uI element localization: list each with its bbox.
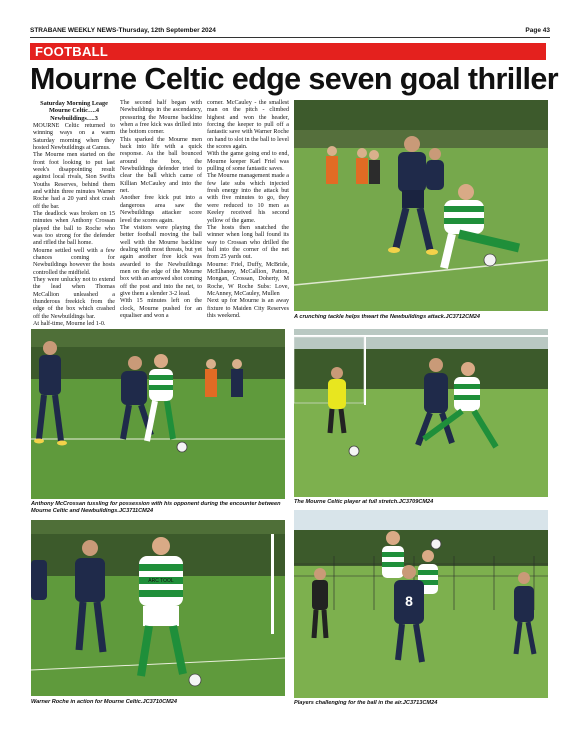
shirt-number: 8 (405, 593, 413, 609)
kicker-line: Newbuildings….3 (50, 114, 98, 122)
paragraph: The visitors were playing the better football moving the ball well with the Mourne backline dealing with most threats, but yet again another free kick was awarded to the Newbuildings men on the edge of the Mourne box with an arrowed shot coming off the post and into the net, to give them a slender 3-2 lead. (120, 224, 202, 297)
paragraph: They were unlucky not to extend the lead when Thomas McCallion unleashed a thunderous freekick from the edge of the box which crashed off the Newbuildings bar. (33, 277, 115, 320)
photo-tussling-possession (31, 329, 285, 499)
paragraph: At half-time, Mourne led 1-0. (33, 321, 106, 328)
photo-caption: Anthony McCrossan tussling for possession with his opponent during the encounter between Mourne Celtic and Newbuildings.JC3711CM24 (31, 501, 281, 514)
paragraph: With the game going end to end, Mourne keeper Karl Friel was pulling of some fantastic saves. (207, 151, 289, 173)
photo-crunching-tackle (294, 100, 548, 311)
paragraph: The Mourne men started on the front foot looking to put last week's disappointing result against local rivals, Sion Swifts Youths Reserves, behind them and within three minutes Warner Roche had a 20 yard shot crash off the bar. (33, 152, 115, 210)
article-column-1 (33, 100, 115, 329)
paragraph: Another free kick put into a dangerous area saw the Newbuildings attacker score level the scores again. (120, 195, 202, 224)
paragraph: With 15 minutes left on the clock, Mourne pushed for an equaliser and won a (120, 298, 202, 319)
paragraph: The second half began with Newbuildings in the ascendancy, pressuring the Mourne backline when a free kick was drilled into the bottom corner. (120, 100, 202, 136)
masthead-title: STRABANE WEEKLY NEWS-Thursday, 12th September 2024 (30, 27, 216, 34)
section-banner (30, 43, 546, 60)
masthead (30, 26, 550, 38)
article-column-2 (120, 100, 202, 320)
photo-aerial-challenge (294, 510, 548, 698)
photo-caption: Players challenging for the ball in the air.JC3713CM24 (294, 700, 438, 706)
photo-warner-roche (31, 520, 285, 696)
headline: Mourne Celtic edge seven goal thriller (30, 62, 559, 96)
shirt-sponsor: ARC TOOL (148, 578, 174, 584)
paragraph: Next up for Mourne is an away fixture to Maiden City Reserves this weekend. (207, 298, 289, 319)
photo-caption: The Mourne Celtic player at full stretch.JC3709CM24 (294, 499, 434, 505)
paragraph: The deadlock was broken on 15 minutes when Anthony Crossan played the ball to Roche who was too strong for the defender and rifled the ball home. (33, 211, 115, 247)
paragraph: Mourne: Friel, Duffy, McBride, McElhaney, McCallion, Patton, Mongan, Crossan, Doherty, M Roche, W Roche Subs: Love, McAnney, McCauley, Mullen (207, 261, 289, 297)
paragraph: MOURNE Celtic returned to winning ways on a warm Saturday morning when they hosted Newbuildings at Camus. (33, 122, 115, 151)
paragraph: The hosts then snatched the winner when long ball found its way to Crossan who drilled the ball into the corner of the net from 25 yards out. (207, 224, 289, 261)
paragraph: Mourne settled well with a few chances coming for Newbuildings however the hosts controlled the midfield. (33, 247, 115, 276)
article-kicker (33, 100, 115, 122)
paragraph: corner. McCauley - the smallest man on the pitch - climbed highest and won the header, forcing the keeper to pull off a fantastic save with Warner Roche on hand to slot in the ball to level the scores again. (207, 100, 289, 151)
photo-caption: A crunching tackle helps thwart the Newbuildings attack.JC3712CM24 (294, 314, 480, 320)
photo-full-stretch (294, 329, 548, 497)
photo-caption: Warner Roche in action for Mourne Celtic.JC3710CM24 (31, 699, 177, 705)
page-number: Page 43 (525, 27, 550, 34)
article-column-3 (207, 100, 289, 320)
kicker-line: Saturday Morning Leage (40, 100, 108, 107)
paragraph: The Mourne management made a few late subs which injected fresh energy into the attack but with five minutes to go, they were reduced to 10 men as Keeley received his second yellow of the game. (207, 173, 289, 224)
paragraph: This sparked the Mourne men back into life with a quick response. As the ball bounced around the box, the Newbuildings defender tried to clear the ball which came of Killian McCauley and into the net. (120, 136, 202, 195)
kicker-line: Mourne Celtic….4 (48, 107, 99, 115)
section-label: FOOTBALL (35, 44, 109, 59)
